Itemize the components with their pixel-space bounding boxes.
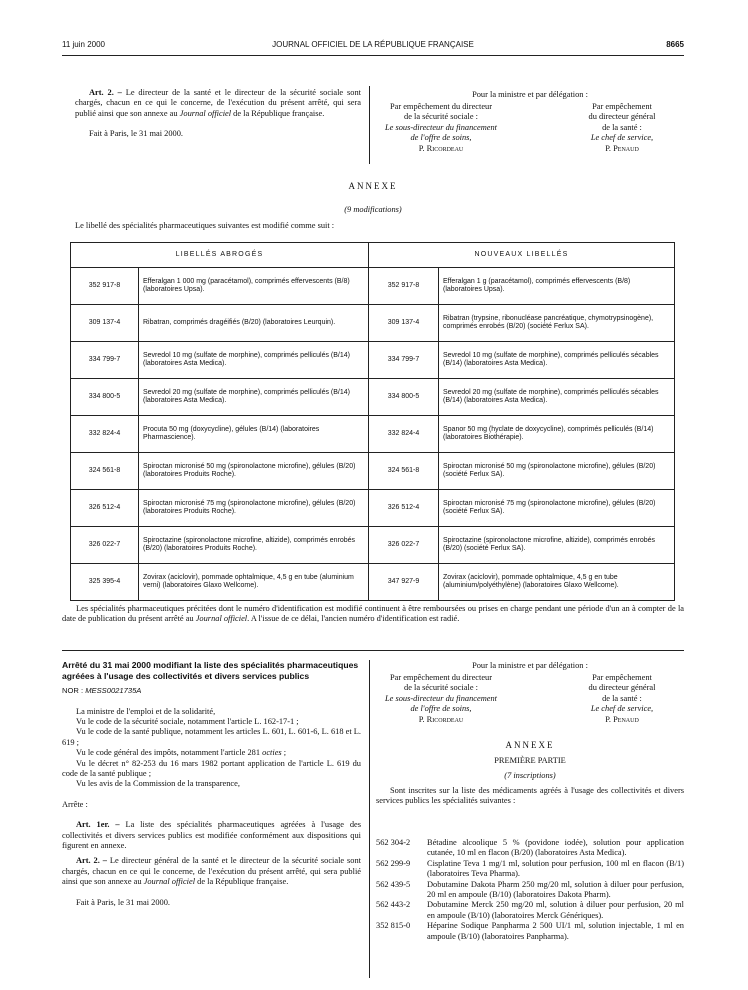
column-divider-top [369,86,370,164]
annexe-count: (9 modifications) [344,205,402,214]
new-label-cell: Spiroctan micronisé 50 mg (spironolactone microfine), gélules (B/20) (société Ferlux SA). [439,453,675,490]
item-text: Dobutamine Merck 250 mg/20 ml, solution à diluer pour perfusion, 20 ml en ampoule (B/10) (laboratoires Merck Génériques). [427,900,684,920]
table-row [71,305,675,342]
sig-right-name: P. Penaud [605,714,639,724]
new-label-cell: Spiroctazine (spironolactone microfine, altizide), comprimés enrobés (B/20) (société Ferlux SA). [439,527,675,564]
list-item [376,838,684,859]
vu-line [62,748,361,758]
new-code-cell: 326 022-7 [369,527,439,564]
vu3-text: Vu le code général des impôts, notamment l'article 281 [76,748,263,758]
old-code-cell: 326 512-4 [71,490,139,527]
item-code: 562 439-5 [376,879,411,889]
sig-left-name: P. Ricordeau [418,143,464,153]
table-row [71,490,675,527]
vu3-end: ; [281,748,287,758]
top-signature-right [572,102,672,154]
old-code-cell: 352 917-8 [71,268,139,305]
table-row [71,527,675,564]
art2-text: Le directeur général de la santé et le directeur de la sécurité sociale sont chargés, chacun en ce qui le concerne, de l'exécution du présent arrêté, qui sera publié ainsi que son annexe au [62,856,361,887]
old-code-cell: 326 022-7 [71,527,139,564]
old-label-cell: Sevredol 20 mg (sulfate de morphine), comprimés pelliculés (B/14) (laboratoires Asta Medica). [139,379,369,416]
item-code: 562 299-9 [376,858,411,868]
annexe-inscriptions: (7 inscriptions) [504,771,556,780]
new-label-cell: Sevredol 10 mg (sulfate de morphine), comprimés pelliculés sécables (B/14) (laboratoires Asta Medica). [439,342,675,379]
art2-text: Le directeur de la santé et le directeur de la sécurité sociale sont chargés, chacun en ce qui le concerne, de l'exécution du présent arrêté, qui sera publié ainsi que son annexe au [75,88,361,118]
old-label-cell: Ribatran, comprimés dragéifiés (B/20) (laboratoires Leurquin). [139,305,369,342]
table-row [71,564,675,601]
vu-line: Vu le décret n° 82-253 du 16 mars 1982 portant application de l'article L. 619 du code de la santé publique ; [62,758,361,779]
after-table-text: Les spécialités pharmaceutiques précitées dont le numéro d'identification est modifié continuent à être remboursées ou prises en charge pendant une période d'un an à compter de la date de publication du présent arrêté au [62,604,684,624]
inscriptions-intro-text: Sont inscrites sur la liste des médicaments agréés à l'usage des collectivités et divers services publics les spécialités suivantes : [376,786,684,806]
new-code-cell: 326 512-4 [369,490,439,527]
art2-label: Art. 2. – [76,856,107,866]
art1-text: La liste des spécialités pharmaceutiques agréées à l'usage des collectivités et divers services publics est modifiée conformément aux dispositions qui figurent en annexe. [62,820,362,851]
old-label-cell: Procuta 50 mg (doxycycline), gélules (B/14) (laboratoires Pharmascience). [139,416,369,453]
old-code-cell: 309 137-4 [71,305,139,342]
new-label-cell: Zovirax (aciclovir), pommade ophtalmique, 4,5 g en tube (aluminium/polyéthylène) (laboratoires Glaxo Wellcome). [439,564,675,601]
annexe-intro: Le libellé des spécialités pharmaceutiques suivantes est modifié comme suit : [75,221,335,230]
after-table-journal: Journal officiel [195,614,248,624]
new-label-cell: Efferalgan 1 g (paracétamol), comprimés effervescents (B/8) (laboratoires Upsa). [439,268,675,305]
new-code-cell: 332 824-4 [369,416,439,453]
old-label-cell: Spiroctan micronisé 75 mg (spironolactone microfine), gélules (B/20) (laboratoires Produits Roche). [139,490,369,527]
new-code-cell: 334 800-5 [369,379,439,416]
vu3-octies: octies [262,748,282,758]
table-row [71,379,675,416]
bottom-signature-head: Pour la ministre et par délégation : [472,661,588,670]
old-label-cell: Zovirax (aciclovir), pommade ophtalmique, 4,5 g en tube (aluminium verni) (laboratoires Glaxo Wellcome). [139,564,369,601]
column-divider-bottom [369,660,370,978]
art1-label: Art. 1er. – [76,820,120,830]
sig-right-line: Le chef de service, [590,133,654,143]
sig-left-line: de la sécurité sociale : [404,112,478,122]
new-label-cell: Spiroctan micronisé 75 mg (spironolactone microfine), gélules (B/20) (société Ferlux SA). [439,490,675,527]
sig-right-line: de la santé : [602,693,642,703]
arrete-word: Arrête : [62,799,88,809]
table-header-row [71,243,675,268]
annexe-title: ANNEXE [348,181,398,191]
top-signature-head: Pour la ministre et par délégation : [472,90,588,99]
col-header-old: LIBELLÉS ABROGÉS [71,243,369,268]
sig-right-line: de la santé : [602,122,642,132]
item-text: Dobutamine Dakota Pharm 250 mg/20 ml, solution à diluer pour perfusion, 20 ml en ampoule (B/10) (laboratoires Dakota Pharm). [427,879,684,900]
sig-left-line: Par empêchement du directeur [389,673,493,682]
top-signature-left [376,102,506,154]
arrete-block [62,660,361,908]
art2-label: Art. 2. – [89,88,122,97]
nor-label: NOR : [62,686,86,696]
new-code-cell: 309 137-4 [369,305,439,342]
art2-text-end: de la République française. [231,108,325,118]
sig-right-line: Par empêchement [592,102,652,111]
item-code: 562 304-2 [376,838,411,847]
old-code-cell: 334 800-5 [71,379,139,416]
list-item [376,921,684,942]
top-fait: Fait à Paris, le 31 mai 2000. [89,129,183,139]
bottom-signature-left [376,673,506,725]
old-label-cell: Sevredol 10 mg (sulfate de morphine), comprimés pelliculés (B/14) (laboratoires Asta Medica). [139,342,369,379]
vu-line: Vu le code de la sécurité sociale, notamment l'article L. 162-17-1 ; [76,717,299,726]
art2-text-end: de la République française. [195,877,289,887]
new-label-cell: Sevredol 20 mg (sulfate de morphine), comprimés pelliculés sécables (B/14) (laboratoires Asta Medica). [439,379,675,416]
old-code-cell: 324 561-8 [71,453,139,490]
list-item [376,900,684,921]
article-1 [62,820,361,851]
art2-journal: Journal officiel [143,877,196,887]
new-code-cell: 334 799-7 [369,342,439,379]
item-text: Héparine Sodique Panpharma 2 500 UI/1 ml, solution injectable, 1 ml en ampoule (B/10) (laboratoires Panpharma). [427,921,684,941]
col-header-new: NOUVEAUX LIBELLÉS [369,243,675,268]
section-rule [62,650,684,651]
new-label-cell: Ribatran (trypsine, ribonucléase pancréatique, chymotrypsinogène), comprimés enrobés (B/20) (société Ferlux SA). [439,305,675,342]
annexe-partie: PREMIÈRE PARTIE [494,756,566,765]
top-article-2 [75,88,361,140]
old-code-cell: 325 395-4 [71,564,139,601]
annexe-2-title: ANNEXE [505,740,555,750]
after-table-paragraph [62,604,684,625]
item-text: Cisplatine Teva 1 mg/1 ml, solution pour perfusion, 100 ml en flacon (B/1) (laboratoires Teva Pharma). [427,858,684,879]
header-date: 11 juin 2000 [62,40,105,49]
sig-right-line: du directeur général [588,112,656,122]
vu-line: Vu le code de la santé publique, notamment les articles L. 601, L. 601-6, L. 618 et L. 619 ; [62,727,361,747]
sig-left-line: Le sous-directeur du financement [384,122,498,132]
header-title: JOURNAL OFFICIEL DE LA RÉPUBLIQUE FRANÇAISE [272,40,474,49]
table-row [71,342,675,379]
new-code-cell: 324 561-8 [369,453,439,490]
art2-journal: Journal officiel [179,108,232,118]
item-code: 562 443-2 [376,900,411,910]
table-row [71,416,675,453]
modifications-table [70,242,675,601]
old-code-cell: 334 799-7 [71,342,139,379]
item-text: Bétadine alcoolique 5 % (povidone iodée), solution pour application cutanée, 10 ml en flacon (B/20) (laboratoires Asta Medica). [427,838,684,858]
old-label-cell: Spiroctazine (spironolactone microfine, altizide), comprimés enrobés (B/20) (laboratoires Produits Roche). [139,527,369,564]
inscriptions-intro [376,786,684,807]
table-row [71,268,675,305]
sig-left-line: de l'offre de soins, [410,704,472,714]
table-row [71,453,675,490]
article-2 [62,856,361,887]
header-page-number: 8665 [666,40,684,49]
sig-left-line: Par empêchement du directeur [389,102,493,111]
old-label-cell: Spiroctan micronisé 50 mg (spironolactone microfine), gélules (B/20) (laboratoires Produits Roche). [139,453,369,490]
arrete-fait: Fait à Paris, le 31 mai 2000. [76,897,170,907]
sig-left-line: de l'offre de soins, [410,133,472,143]
sig-left-line: de la sécurité sociale : [404,683,478,693]
new-code-cell: 347 927-9 [369,564,439,601]
vu-line: Vu les avis de la Commission de la transparence, [76,779,240,789]
old-label-cell: Efferalgan 1 000 mg (paracétamol), comprimés effervescents (B/8) (laboratoires Upsa). [139,268,369,305]
nor-line [62,686,361,696]
bottom-signature-right [572,673,672,725]
new-code-cell: 352 917-8 [369,268,439,305]
after-table-text-end: . A l'issue de ce délai, l'ancien numéro d'identification est radié. [247,614,460,624]
nor-code: MESS0021735A [85,686,142,696]
header-rule [62,55,684,56]
arrete-title: Arrêté du 31 mai 2000 modifiant la liste des spécialités pharmaceutiques agréées à l'usage des collectivités et divers services publics [62,660,359,681]
inscriptions-list [376,838,684,942]
minister-line: La ministre de l'emploi et de la solidarité, [76,706,216,716]
sig-left-line: Le sous-directeur du financement [384,693,498,703]
page-header [62,40,684,52]
list-item [376,859,684,880]
item-code: 352 815-0 [376,921,411,931]
sig-right-line: Le chef de service, [590,704,654,714]
new-label-cell: Spanor 50 mg (hyclate de doxycycline), comprimés pelliculés (B/14) (laboratoires Biothérapie). [439,416,675,453]
sig-right-line: du directeur général [588,683,656,693]
list-item [376,880,684,901]
sig-right-line: Par empêchement [592,673,652,682]
old-code-cell: 332 824-4 [71,416,139,453]
sig-right-name: P. Penaud [605,143,639,153]
sig-left-name: P. Ricordeau [418,714,464,724]
